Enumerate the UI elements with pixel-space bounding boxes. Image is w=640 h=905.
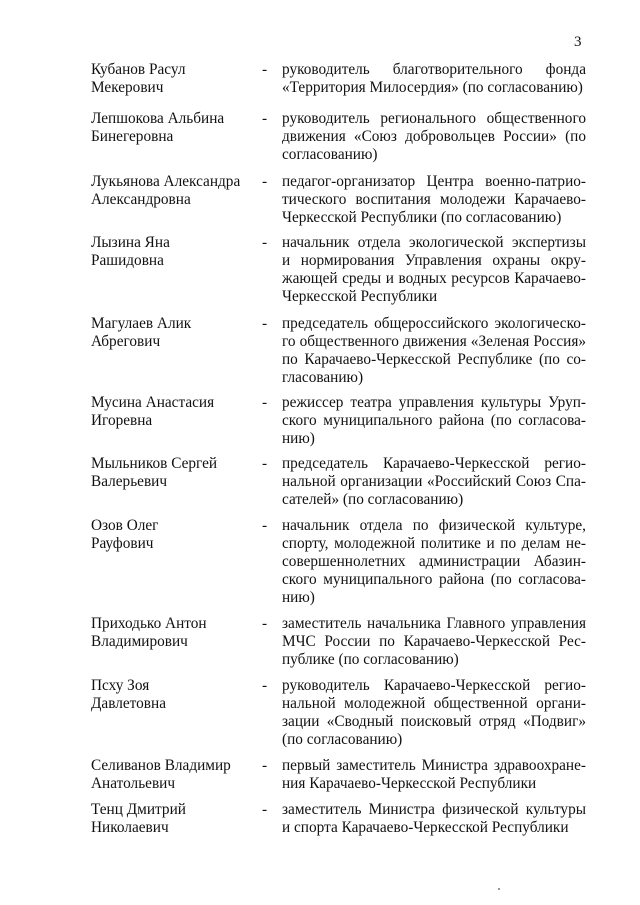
member-name-line: Давлетовна	[91, 695, 166, 712]
member-name-line: Николаевич	[91, 819, 169, 836]
member-role-line: совершеннолетних администрации Абазин-	[282, 553, 586, 570]
member-role	[282, 173, 586, 227]
member-role-line: педагог-организатор Центра военно-патрио-	[282, 173, 586, 190]
member-role	[282, 757, 586, 793]
member-role	[282, 394, 586, 448]
entry-dash: -	[262, 394, 268, 411]
member-name	[91, 315, 261, 351]
member-name-line: Анатольевич	[91, 775, 176, 792]
member-name	[91, 61, 261, 97]
member-name-line: Лепшокова Альбина	[91, 110, 225, 127]
member-role-line: публике (по согласованию)	[282, 651, 459, 668]
member-role-line: и спорта Карачаево-Черкесской Республики	[282, 819, 569, 836]
member-role-line: руководитель Карачаево-Черкесской регио-	[282, 677, 586, 694]
member-role-line: согласованию)	[282, 146, 378, 163]
member-name-line: Мусина Анастасия	[91, 394, 215, 411]
member-name	[91, 757, 261, 793]
member-role	[282, 61, 586, 97]
member-name-line: Рауфович	[91, 535, 154, 552]
member-name-line: Игоревна	[91, 412, 153, 429]
entry-dash: -	[262, 173, 268, 190]
entry-dash: -	[262, 677, 268, 694]
member-name-line: Магулаев Алик	[91, 315, 192, 332]
member-role	[282, 517, 586, 607]
member-name-line: Тенц Дмитрий	[91, 801, 186, 818]
member-name	[91, 801, 261, 837]
entry-dash: -	[262, 455, 268, 472]
member-role-line: начальник отдела по физической культуре,	[282, 517, 586, 534]
member-role-line: руководитель регионального общественного	[282, 110, 586, 127]
member-role-line: гласованию)	[282, 369, 364, 386]
member-role-line: нальной организации «Российский Союз Спа-	[282, 473, 586, 490]
member-role-line: нальной молодежной общественной органи-	[282, 695, 586, 712]
member-role-line: и нормирования Управления охраны окру-	[282, 252, 586, 269]
member-name-line: Владимирович	[91, 633, 188, 650]
member-role-line: «Территория Милосердия» (по согласованию)	[282, 79, 583, 96]
member-name	[91, 234, 261, 270]
member-role-line: ния Карачаево-Черкесской Республики	[282, 775, 537, 792]
member-name-line: Лукьянова Александра	[91, 173, 241, 190]
entry-dash: -	[262, 110, 268, 127]
entry-dash: -	[262, 234, 268, 251]
entry-dash: -	[262, 757, 268, 774]
member-name	[91, 517, 261, 553]
member-role	[282, 315, 586, 387]
scan-speck	[498, 888, 500, 890]
member-role-line: нию)	[282, 430, 315, 447]
member-role-line: жающей среды и водных ресурсов Карачаево-	[282, 270, 586, 287]
member-role-line: МЧС России по Карачаево-Черкесской Рес-	[282, 633, 586, 650]
member-role-line: тического воспитания молодежи Карачаево-	[282, 191, 586, 208]
page-number: 3	[574, 34, 582, 50]
member-role-line: режиссер театра управления культуры Уруп-	[282, 394, 586, 411]
member-name-line: Кубанов Расул	[91, 61, 186, 78]
member-role-line: первый заместитель Министра здравоохране-	[282, 757, 586, 774]
member-role	[282, 455, 586, 509]
entry-dash: -	[262, 517, 268, 534]
member-name-line: Озов Олег	[91, 517, 159, 534]
member-role-line: председатель Карачаево-Черкесской регио-	[282, 455, 586, 472]
entry-dash: -	[262, 615, 268, 632]
entry-dash: -	[262, 61, 268, 78]
member-name	[91, 394, 261, 430]
member-role	[282, 677, 586, 749]
member-name-line: Мыльников Сергей	[91, 455, 218, 472]
entry-dash: -	[262, 315, 268, 332]
member-name	[91, 173, 261, 209]
member-name-line: Приходько Антон	[91, 615, 207, 632]
member-name-line: Валерьевич	[91, 473, 168, 490]
member-name-line: Лызина Яна	[91, 234, 170, 251]
member-role-line: председатель общероссийского экологическо-	[282, 315, 586, 332]
member-name	[91, 677, 261, 713]
entry-dash: -	[262, 801, 268, 818]
member-name-line: Бинегеровна	[91, 128, 174, 145]
member-name-line: Рашидовна	[91, 252, 164, 269]
member-role-line: движения «Союз добровольцев России» (по	[282, 128, 586, 145]
member-name-line: Селиванов Владимир	[91, 757, 231, 774]
member-role-line: заместитель Министра физической культуры	[282, 801, 586, 818]
member-role-line: начальник отдела экологической экспертизы	[282, 234, 586, 251]
member-role-line: Черкесской Республики (по согласованию)	[282, 209, 562, 226]
member-role-line: ского муниципального района (по согласова-	[282, 571, 586, 588]
member-role-line: по Карачаево-Черкесской Республике (по со-	[282, 351, 586, 368]
member-name	[91, 615, 261, 651]
member-role-line: Черкесской Республики	[282, 288, 438, 305]
member-role	[282, 110, 586, 164]
member-role-line: ского муниципального района (по согласова-	[282, 412, 586, 429]
member-role	[282, 801, 586, 837]
member-name	[91, 110, 261, 146]
member-role-line: зации «Сводный поисковый отряд «Подвиг»	[282, 713, 586, 730]
member-name-line: Александровна	[91, 191, 191, 208]
member-role-line: нию)	[282, 589, 315, 606]
member-role-line: го общественного движения «Зеленая Россия»	[282, 333, 586, 350]
member-role-line: спорту, молодежной политике и по делам не-	[282, 535, 586, 552]
member-name-line: Мекерович	[91, 79, 164, 96]
member-role-line: сателей» (по согласованию)	[282, 491, 464, 508]
member-role-line: (по согласованию)	[282, 731, 403, 748]
member-name-line: Абрегович	[91, 333, 161, 350]
member-name	[91, 455, 261, 491]
member-role-line: заместитель начальника Главного управления	[282, 615, 586, 632]
member-role	[282, 615, 586, 669]
member-name-line: Псху Зоя	[91, 677, 150, 694]
member-role	[282, 234, 586, 306]
member-role-line: руководитель благотворительного фонда	[282, 61, 586, 78]
